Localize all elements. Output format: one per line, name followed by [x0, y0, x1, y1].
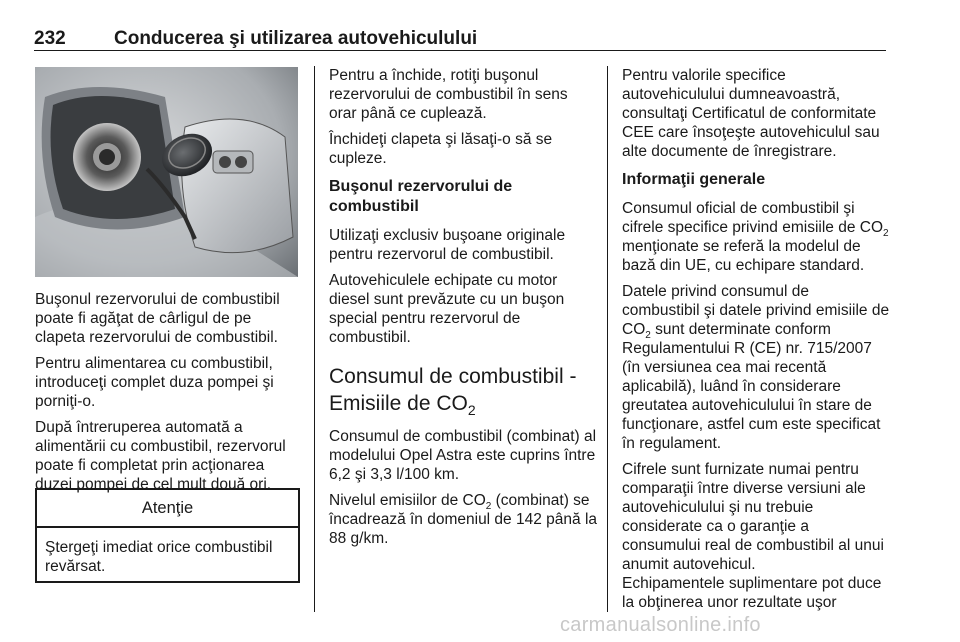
paragraph-regulation	[622, 282, 890, 453]
page-title: Conducerea şi utilizarea autovehiculului	[114, 28, 478, 49]
paragraph-fuel-cap-hook: Buşonul rezervorului de combustibil poate fi agăţat de cârligul de pe clapeta rezervorului de combustibil.	[35, 291, 280, 346]
heading-co2-subscript: 2	[467, 402, 476, 419]
paragraph-consumption-range: Consumul de combustibil (combinat) al modelului Opel Astra este cuprins între 6,2 şi 3,3 l/100 km.	[329, 428, 597, 483]
regulation-text-a: Datele privind consumul de combustibil şi datele privind emisiile de CO	[622, 283, 890, 338]
heading-fuel-cap: Buşonul rezervorului de combustibil	[329, 178, 513, 215]
heading-fuel-consumption	[329, 363, 597, 417]
emission-text-a: Nivelul emisiilor de CO	[329, 492, 486, 509]
paragraph-original-caps: Utilizaţi exclusiv buşoane originale pentru rezervorul de combustibil.	[329, 227, 566, 263]
column-2	[329, 66, 597, 555]
paragraph-extra-equipment: Echipamentele suplimentare pot duce la obţinerea unor rezultate uşor	[622, 575, 882, 611]
paragraph-specific-values: Pentru valorile specifice autovehiculului dumneavoastră, consultaţi Certificatul de conformitate CEE care însoţeşte autovehiculul sau alte documente de înregistrare.	[622, 67, 880, 160]
paragraph-comparison: Cifrele sunt furnizate numai pentru comparaţii între diverse versiuni ale autovehiculului şi nu trebuie considerate ca o garanţie a consumului real de combustibil al unui anumit autovehicul.	[622, 461, 884, 573]
caution-text: Ştergeţi imediat orice combustibil revărsat.	[45, 539, 273, 575]
official-co2-subscript: 2	[883, 228, 889, 240]
caution-box	[35, 488, 300, 583]
column-3	[622, 66, 890, 619]
paragraph-top-up: După întreruperea automată a alimentării cu combustibil, rezervorul poate fi completat prin acţionarea duzei pompei de cel mult două ori.	[35, 419, 286, 493]
watermark: carmanualsonline.info	[560, 614, 761, 636]
paragraph-close-flap: Închideţi clapeta şi lăsaţi-o să se cupleze.	[329, 131, 553, 167]
regulation-text-b: sunt determinate conform Regulamentului R (CE) nr. 715/2007 (în versiunea cea mai recentă aplicabilă), luând în considerare greutatea autovehiculului în stare de funcţionare, astfel cum este specificat în regulament.	[622, 321, 881, 452]
official-text-a: Consumul oficial de combustibil şi cifrele specifice privind emisiile de CO	[622, 200, 884, 236]
caution-title: Atenţie	[37, 490, 298, 528]
paragraph-emission-range	[329, 491, 597, 548]
column-divider-right	[607, 66, 608, 612]
regulation-co2-subscript: 2	[645, 330, 651, 342]
column-1	[35, 290, 300, 501]
page-header	[34, 28, 886, 51]
column-divider-left	[314, 66, 315, 612]
fuel-cap-illustration	[35, 67, 298, 277]
emission-co2-subscript: 2	[485, 501, 492, 513]
official-text-b: menţionate se referă la modelul de bază din UE, cu echipare standard.	[622, 238, 865, 274]
paragraph-official-consumption	[622, 199, 890, 275]
fuel-cap-photo	[35, 67, 298, 277]
paragraph-refuel: Pentru alimentarea cu combustibil, introduceţi complet duza pompei şi porniţi-o.	[35, 355, 274, 410]
heading-fuel-consumption-text: Consumul de combustibil - Emisiile de CO	[329, 365, 577, 415]
paragraph-close-cap: Pentru a închide, rotiţi buşonul rezervorului de combustibil în sens orar până ce cuplează.	[329, 67, 568, 122]
emission-text-b: (combinat) se încadrează în domeniul de 142 până la 88 g/km.	[329, 492, 598, 547]
paragraph-diesel-cap: Autovehiculele echipate cu motor diesel sunt prevăzute cu un buşon special pentru rezervorul de combustibil.	[329, 272, 565, 346]
heading-general-info: Informaţii generale	[622, 171, 766, 188]
page-number: 232	[34, 28, 66, 49]
